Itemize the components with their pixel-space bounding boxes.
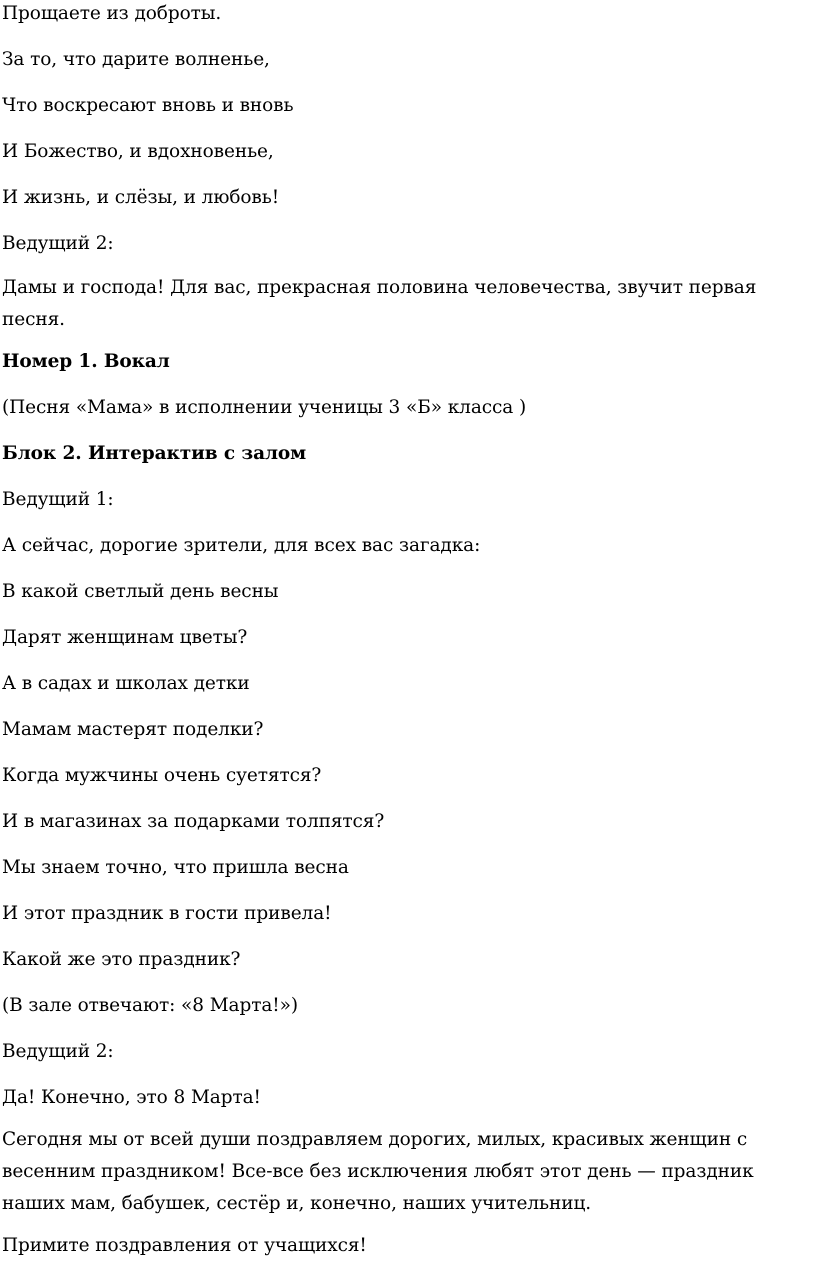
paragraph: Дамы и господа! Для вас, прекрасная половина человечества, звучит первая песня. bbox=[2, 277, 757, 330]
speaker-label: Ведущий 2: bbox=[2, 233, 114, 254]
section-heading: Блок 2. Интерактив с залом bbox=[2, 443, 307, 464]
riddle-line: Какой же это праздник? bbox=[2, 949, 241, 970]
poem-line: Прощаете из доброты. bbox=[2, 3, 222, 24]
paragraph: Да! Конечно, это 8 Марта! bbox=[2, 1087, 261, 1108]
riddle-line: В какой светлый день весны bbox=[2, 581, 279, 602]
riddle-line: И в магазинах за подарками толпятся? bbox=[2, 811, 385, 832]
paragraph: А сейчас, дорогие зрители, для всех вас загадка: bbox=[2, 535, 481, 556]
riddle-line: Дарят женщинам цветы? bbox=[2, 627, 248, 648]
speaker-label: Ведущий 1: bbox=[2, 489, 114, 510]
riddle-line: Когда мужчины очень суетятся? bbox=[2, 765, 322, 786]
speaker-label: Ведущий 2: bbox=[2, 1041, 114, 1062]
stage-note: (В зале отвечают: «8 Марта!») bbox=[2, 995, 298, 1016]
stage-note: (Песня «Мама» в исполнении ученицы 3 «Б» класса ) bbox=[2, 397, 527, 418]
riddle-line: Мамам мастерят поделки? bbox=[2, 719, 264, 740]
poem-line: И Божество, и вдохновенье, bbox=[2, 141, 274, 162]
poem-line: Что воскресают вновь и вновь bbox=[2, 95, 294, 116]
riddle-line: И этот праздник в гости привела! bbox=[2, 903, 332, 924]
riddle-line: А в садах и школах детки bbox=[2, 673, 250, 694]
paragraph: Примите поздравления от учащихся! bbox=[2, 1235, 367, 1256]
poem-line: За то, что дарите волненье, bbox=[2, 49, 270, 70]
riddle-line: Мы знаем точно, что пришла весна bbox=[2, 857, 349, 878]
poem-line: И жизнь, и слёзы, и любовь! bbox=[2, 187, 280, 208]
paragraph: Сегодня мы от всей души поздравляем дорогих, милых, красивых женщин с весенним праздником! Все-все без исключения любят этот день — праздник наших мам, бабушек, сестёр и, конечно, наших учительниц. bbox=[2, 1129, 754, 1214]
section-heading: Номер 1. Вокал bbox=[2, 351, 170, 372]
